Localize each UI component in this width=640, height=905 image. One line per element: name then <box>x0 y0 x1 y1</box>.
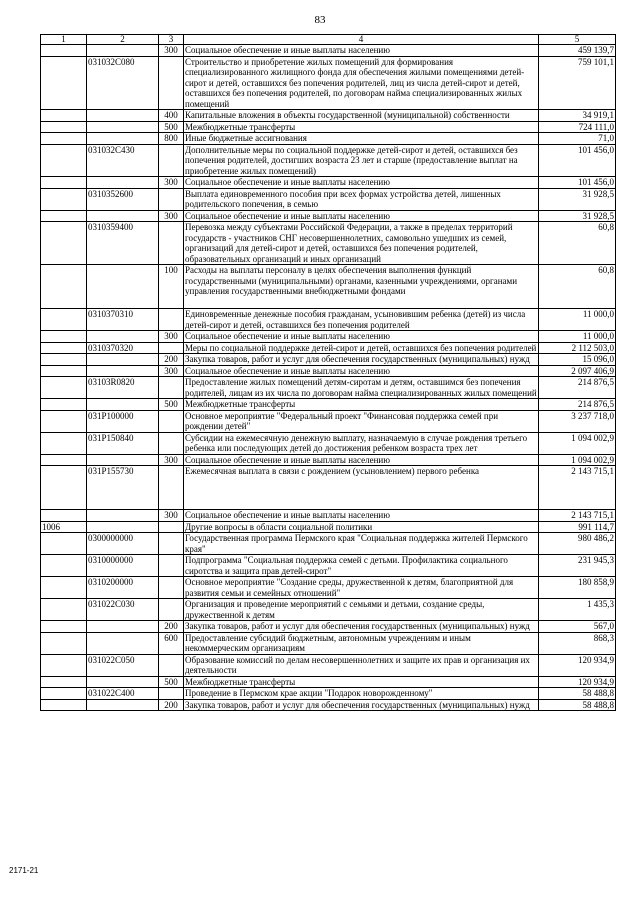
target-article-cell <box>87 621 159 633</box>
section-code-cell <box>41 188 87 210</box>
expense-type-cell <box>159 410 184 432</box>
section-code-cell <box>41 432 87 454</box>
expense-type-cell: 300 <box>159 177 184 189</box>
expense-type-cell <box>159 144 184 177</box>
amount-cell: 980 486,2 <box>539 533 616 555</box>
target-article-cell <box>87 699 159 711</box>
target-article-cell <box>87 121 159 133</box>
target-article-cell: 031022С050 <box>87 654 159 676</box>
document-code: 2171-21 <box>9 866 39 875</box>
section-code-cell <box>41 399 87 411</box>
expense-type-cell <box>159 309 184 331</box>
target-article-cell <box>87 399 159 411</box>
page-number: 83 <box>314 14 326 26</box>
target-article-cell <box>87 365 159 377</box>
section-code-cell <box>41 56 87 110</box>
item-name-cell: Закупка товаров, работ и услуг для обеспечения государственных (муниципальных) нужд <box>184 621 539 633</box>
item-name-cell: Социальное обеспечение и иные выплаты населению <box>184 454 539 466</box>
section-code-cell <box>41 210 87 222</box>
item-name-cell: Подпрограмма "Социальная поддержка семей с детьми. Профилактика социального сиротства и защита прав детей-сирот" <box>184 555 539 577</box>
table-row <box>41 210 616 222</box>
item-name-cell: Субсидии на ежемесячную денежную выплату, назначаемую в случае рождения третьего ребенка или последующих детей до достижения ребенком возраста трех лет <box>184 432 539 454</box>
section-code-cell <box>41 599 87 621</box>
amount-cell: 991 114,7 <box>539 521 616 533</box>
item-name-cell: Выплата единовременного пособия при всех формах устройства детей, лишенных родительского попечения, в семью <box>184 188 539 210</box>
section-code-cell: 1006 <box>41 521 87 533</box>
table-row <box>41 410 616 432</box>
amount-cell: 868,3 <box>539 632 616 654</box>
section-code-cell <box>41 309 87 331</box>
section-code-cell <box>41 676 87 688</box>
amount-cell: 120 934,9 <box>539 654 616 676</box>
amount-cell: 11 000,0 <box>539 309 616 331</box>
section-code-cell <box>41 331 87 343</box>
amount-cell: 1 094 002,9 <box>539 454 616 466</box>
table-row <box>41 432 616 454</box>
expense-type-cell <box>159 377 184 399</box>
expense-type-cell <box>159 654 184 676</box>
expense-type-cell <box>159 56 184 110</box>
target-article-cell: 031Р100000 <box>87 410 159 432</box>
amount-cell: 724 111,0 <box>539 121 616 133</box>
target-article-cell: 031032С430 <box>87 144 159 177</box>
target-article-cell: 0310200000 <box>87 577 159 599</box>
item-name-cell: Расходы на выплаты персоналу в целях обеспечения выполнения функций государственными (муниципальными) органами, казенными учреждениями, органами управления государственными внебюджетными фондами <box>184 265 539 309</box>
item-name-cell: Межбюджетные трансферты <box>184 676 539 688</box>
amount-cell: 15 096,0 <box>539 354 616 366</box>
target-article-cell: 03103R0820 <box>87 377 159 399</box>
expense-type-cell <box>159 342 184 354</box>
item-name-cell: Социальное обеспечение и иные выплаты населению <box>184 45 539 57</box>
item-name-cell: Иные бюджетные ассигнования <box>184 133 539 145</box>
item-name-cell: Предоставление субсидий бюджетным, автономным учреждениям и иным некоммерческим организациям <box>184 632 539 654</box>
expense-type-cell <box>159 432 184 454</box>
table-row <box>41 555 616 577</box>
expense-type-cell: 200 <box>159 699 184 711</box>
section-code-cell <box>41 45 87 57</box>
target-article-cell: 0300000000 <box>87 533 159 555</box>
section-code-cell <box>41 577 87 599</box>
table-row <box>41 188 616 210</box>
table-row <box>41 45 616 57</box>
item-name-cell: Закупка товаров, работ и услуг для обеспечения государственных (муниципальных) нужд <box>184 699 539 711</box>
item-name-cell: Образование комиссий по делам несовершеннолетних и защите их прав и организация их деятельности <box>184 654 539 676</box>
item-name-cell: Государственная программа Пермского края "Социальная поддержка жителей Пермского края" <box>184 533 539 555</box>
column-header: 3 <box>159 35 184 45</box>
table-row <box>41 688 616 700</box>
section-code-cell <box>41 365 87 377</box>
item-name-cell: Дополнительные меры по социальной поддержке детей-сирот и детей, оставшихся без попечения родителей, достигших возраста 23 лет и старше (предоставление выплат на приобретение жилых помещений) <box>184 144 539 177</box>
amount-cell: 2 143 715,1 <box>539 466 616 510</box>
item-name-cell: Организация и проведение мероприятий с семьями и детьми, создание среды, дружественной к детям <box>184 599 539 621</box>
item-name-cell: Другие вопросы в области социальной политики <box>184 521 539 533</box>
expense-type-cell: 600 <box>159 632 184 654</box>
item-name-cell: Закупка товаров, работ и услуг для обеспечения государственных (муниципальных) нужд <box>184 354 539 366</box>
table-row <box>41 454 616 466</box>
item-name-cell: Социальное обеспечение и иные выплаты населению <box>184 331 539 343</box>
expense-type-cell: 500 <box>159 676 184 688</box>
section-code-cell <box>41 688 87 700</box>
section-code-cell <box>41 466 87 510</box>
expense-type-cell: 200 <box>159 354 184 366</box>
table-row <box>41 133 616 145</box>
item-name-cell: Основное мероприятие "Создание среды, дружественной к детям, благоприятной для развития семьи и семейных отношений" <box>184 577 539 599</box>
amount-cell: 231 945,3 <box>539 555 616 577</box>
expense-type-cell: 200 <box>159 621 184 633</box>
section-code-cell <box>41 654 87 676</box>
table-row <box>41 56 616 110</box>
target-article-cell: 031Р155730 <box>87 466 159 510</box>
amount-cell: 120 934,9 <box>539 676 616 688</box>
table-row <box>41 121 616 133</box>
amount-cell: 459 139,7 <box>539 45 616 57</box>
item-name-cell: Социальное обеспечение и иные выплаты населению <box>184 177 539 189</box>
section-code-cell <box>41 177 87 189</box>
target-article-cell: 0310370320 <box>87 342 159 354</box>
target-article-cell: 031Р150840 <box>87 432 159 454</box>
section-code-cell <box>41 265 87 309</box>
expense-type-cell: 800 <box>159 133 184 145</box>
target-article-cell: 0310359400 <box>87 222 159 265</box>
target-article-cell: 031022С400 <box>87 688 159 700</box>
section-code-cell <box>41 121 87 133</box>
table-row <box>41 521 616 533</box>
amount-cell: 34 919,1 <box>539 110 616 122</box>
amount-cell: 31 928,5 <box>539 210 616 222</box>
section-code-cell <box>41 144 87 177</box>
table-row <box>41 177 616 189</box>
table-row <box>41 466 616 510</box>
table-row <box>41 599 616 621</box>
amount-cell: 60,8 <box>539 265 616 309</box>
column-header: 4 <box>184 35 539 45</box>
amount-cell: 1 435,3 <box>539 599 616 621</box>
amount-cell: 759 101,1 <box>539 56 616 110</box>
table-row <box>41 377 616 399</box>
expense-type-cell <box>159 188 184 210</box>
target-article-cell <box>87 521 159 533</box>
table-row <box>41 331 616 343</box>
expense-type-cell <box>159 222 184 265</box>
target-article-cell <box>87 110 159 122</box>
table-row <box>41 654 616 676</box>
amount-cell: 3 237 718,0 <box>539 410 616 432</box>
target-article-cell: 0310352600 <box>87 188 159 210</box>
expense-type-cell: 300 <box>159 365 184 377</box>
item-name-cell: Основное мероприятие "Федеральный проект "Финансовая поддержка семей при рождении детей" <box>184 410 539 432</box>
section-code-cell <box>41 699 87 711</box>
budget-table <box>40 34 616 711</box>
expense-type-cell <box>159 555 184 577</box>
table-row <box>41 365 616 377</box>
target-article-cell <box>87 454 159 466</box>
item-name-cell: Межбюджетные трансферты <box>184 121 539 133</box>
amount-cell: 2 112 503,0 <box>539 342 616 354</box>
expense-type-cell <box>159 577 184 599</box>
expense-type-cell: 300 <box>159 45 184 57</box>
expense-type-cell: 300 <box>159 331 184 343</box>
amount-cell: 180 858,9 <box>539 577 616 599</box>
amount-cell: 1 094 002,9 <box>539 432 616 454</box>
column-header: 2 <box>87 35 159 45</box>
table-row <box>41 577 616 599</box>
target-article-cell <box>87 133 159 145</box>
item-name-cell: Строительство и приобретение жилых помещений для формирования специализированного жилищного фонда для обеспечения жилыми помещениями детей-сирот и детей, оставшихся без попечения родителей, лиц из числа детей-сирот и детей, оставшихся без попечения родителей, по договорам найма специализированных жилых помещений <box>184 56 539 110</box>
amount-cell: 58 488,8 <box>539 699 616 711</box>
section-code-cell <box>41 342 87 354</box>
expense-type-cell <box>159 533 184 555</box>
amount-cell: 60,8 <box>539 222 616 265</box>
table-row <box>41 222 616 265</box>
expense-type-cell: 400 <box>159 110 184 122</box>
table-header-row <box>41 35 616 45</box>
expense-type-cell <box>159 466 184 510</box>
target-article-cell <box>87 632 159 654</box>
table-row <box>41 676 616 688</box>
item-name-cell: Меры по социальной поддержке детей-сирот и детей, оставшихся без попечения родителей <box>184 342 539 354</box>
expense-type-cell: 100 <box>159 265 184 309</box>
amount-cell: 214 876,5 <box>539 377 616 399</box>
table-row <box>41 342 616 354</box>
target-article-cell: 031022С030 <box>87 599 159 621</box>
table-row <box>41 309 616 331</box>
table-row <box>41 533 616 555</box>
expense-type-cell: 500 <box>159 399 184 411</box>
section-code-cell <box>41 533 87 555</box>
expense-type-cell: 500 <box>159 121 184 133</box>
amount-cell: 2 097 406,9 <box>539 365 616 377</box>
item-name-cell: Социальное обеспечение и иные выплаты населению <box>184 510 539 522</box>
table-row <box>41 354 616 366</box>
target-article-cell <box>87 331 159 343</box>
table-row <box>41 144 616 177</box>
target-article-cell: 0310370310 <box>87 309 159 331</box>
section-code-cell <box>41 555 87 577</box>
amount-cell: 567,0 <box>539 621 616 633</box>
item-name-cell: Капитальные вложения в объекты государственной (муниципальной) собственности <box>184 110 539 122</box>
target-article-cell <box>87 265 159 309</box>
table-row <box>41 265 616 309</box>
target-article-cell <box>87 177 159 189</box>
amount-cell: 31 928,5 <box>539 188 616 210</box>
expense-type-cell: 300 <box>159 510 184 522</box>
amount-cell: 101 456,0 <box>539 177 616 189</box>
section-code-cell <box>41 222 87 265</box>
amount-cell: 2 143 715,1 <box>539 510 616 522</box>
target-article-cell <box>87 210 159 222</box>
section-code-cell <box>41 377 87 399</box>
item-name-cell: Ежемесячная выплата в связи с рождением (усыновлением) первого ребенка <box>184 466 539 510</box>
target-article-cell: 031032С080 <box>87 56 159 110</box>
table-row <box>41 632 616 654</box>
section-code-cell <box>41 133 87 145</box>
section-code-cell <box>41 410 87 432</box>
section-code-cell <box>41 110 87 122</box>
amount-cell: 101 456,0 <box>539 144 616 177</box>
expense-type-cell: 300 <box>159 454 184 466</box>
column-header: 5 <box>539 35 616 45</box>
table-row <box>41 510 616 522</box>
section-code-cell <box>41 354 87 366</box>
table-row <box>41 110 616 122</box>
section-code-cell <box>41 510 87 522</box>
section-code-cell <box>41 454 87 466</box>
section-code-cell <box>41 621 87 633</box>
amount-cell: 11 000,0 <box>539 331 616 343</box>
item-name-cell: Перевозка между субъектами Российской Федерации, а также в пределах территорий государств - участников СНГ несовершеннолетних, самовольно ушедших из семей, организаций для детей-сирот и детей, оставшихся без попечения родителей, образовательных организаций и иных организаций <box>184 222 539 265</box>
expense-type-cell <box>159 521 184 533</box>
target-article-cell: 0310000000 <box>87 555 159 577</box>
target-article-cell <box>87 354 159 366</box>
item-name-cell: Предоставление жилых помещений детям-сиротам и детям, оставшимся без попечения родителей, лицам из их числа по договорам найма специализированных жилых помещений <box>185 377 537 398</box>
table-row <box>41 699 616 711</box>
item-name-cell: Проведение в Пермском крае акции "Подарок новорожденному" <box>184 688 539 700</box>
item-name-cell: Социальное обеспечение и иные выплаты населению <box>184 365 539 377</box>
table-row <box>41 621 616 633</box>
target-article-cell <box>87 45 159 57</box>
item-name-cell: Межбюджетные трансферты <box>184 399 539 411</box>
table-row <box>41 399 616 411</box>
target-article-cell <box>87 676 159 688</box>
column-header: 1 <box>41 35 87 45</box>
section-code-cell <box>41 632 87 654</box>
expense-type-cell <box>159 688 184 700</box>
expense-type-cell: 300 <box>159 210 184 222</box>
amount-cell: 214 876,5 <box>539 399 616 411</box>
expense-type-cell <box>159 599 184 621</box>
amount-cell: 71,0 <box>539 133 616 145</box>
amount-cell: 58 488,8 <box>539 688 616 700</box>
target-article-cell <box>87 510 159 522</box>
item-name-cell: Социальное обеспечение и иные выплаты населению <box>184 210 539 222</box>
item-name-cell: Единовременные денежные пособия гражданам, усыновившим ребенка (детей) из числа детей-сирот и детей, оставшихся без попечения родителей <box>184 309 539 331</box>
